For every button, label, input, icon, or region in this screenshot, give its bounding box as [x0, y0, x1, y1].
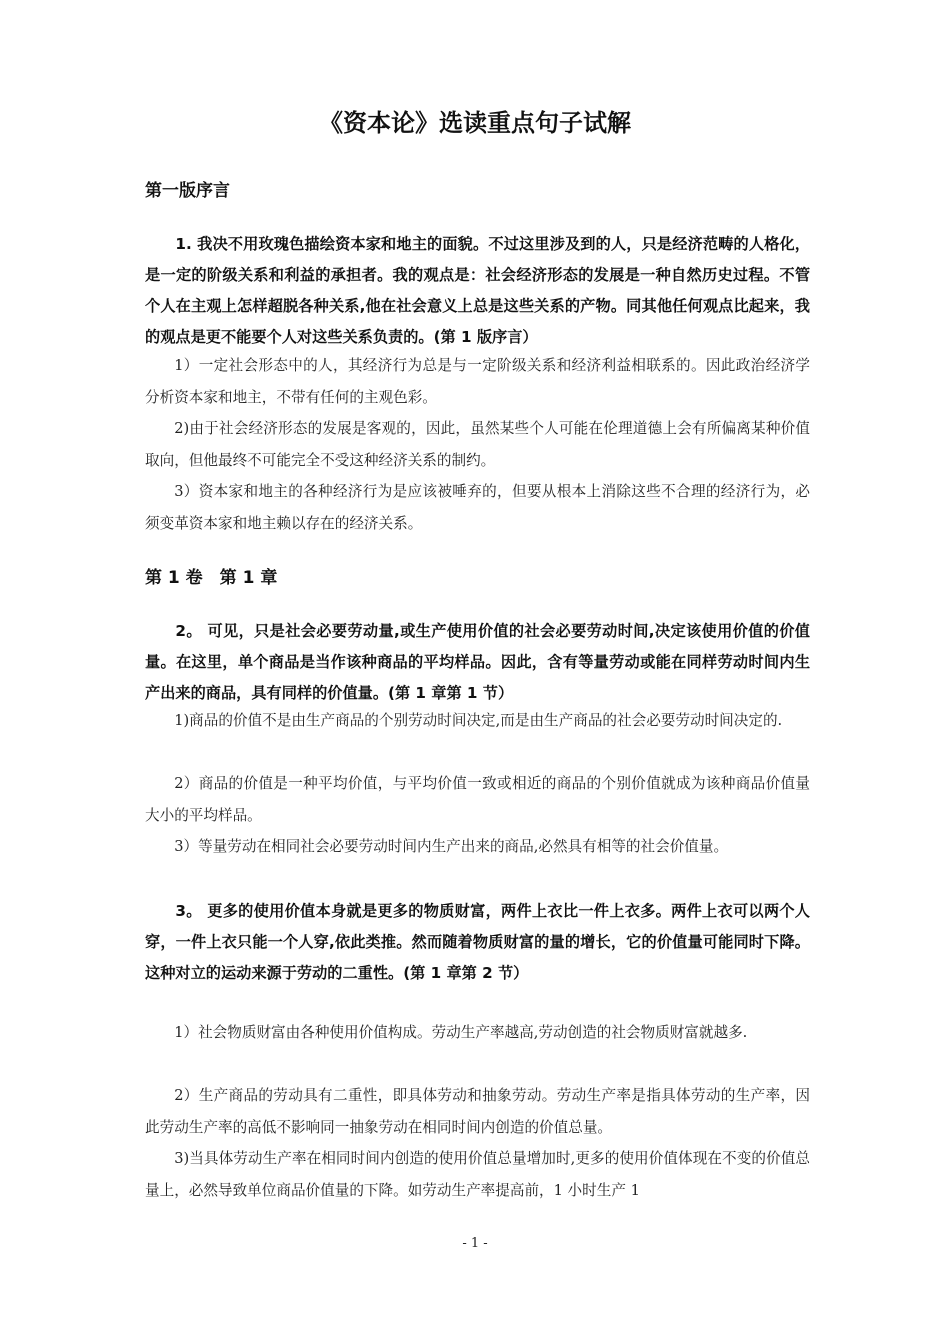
note-3-1: 1）社会物质财富由各种使用价值构成。劳动生产率越高,劳动创造的社会物质财富就越多. — [174, 1024, 748, 1041]
note-2-2: 2）商品的价值是一种平均价值，与平均价值一致或相近的商品的个别价值就成为该种商品价值量大小的平均样品。 — [145, 775, 810, 824]
note-3-3: 3)当具体劳动生产率在相同时间内创造的使用价值总量增加时,更多的使用价值体现在不变的价值总量上，必然导致单位商品价值量的下降。如劳动生产率提高前，1 小时生产 1 — [145, 1150, 810, 1199]
section-heading-volume1-chapter1: 第 1 卷 第 1 章 — [145, 568, 278, 588]
note-3-2: 2）生产商品的劳动具有二重性，即具体劳动和抽象劳动。劳动生产率是指具体劳动的生产率，因此劳动生产率的高低不影响同一抽象劳动在相同时间内创造的价值总量。 — [145, 1087, 810, 1136]
page-number: - 1 - — [462, 1236, 488, 1251]
note-1-3: 3）资本家和地主的各种经济行为是应该被唾弃的，但要从根本上消除这些不合理的经济行为，必须变革资本家和地主赖以存在的经济关系。 — [145, 483, 810, 532]
quote-2: 2。 可见，只是社会必要劳动量,或生产使用价值的社会必要劳动时间,决定该使用价值的价值量。在这里，单个商品是当作该种商品的平均样品。因此，含有等量劳动或能在同样劳动时间内生产出来的商品，具有同样的价值量。(第 1 章第 1 节） — [145, 622, 810, 702]
note-1-1: 1）一定社会形态中的人，其经济行为总是与一定阶级关系和经济利益相联系的。因此政治经济学分析资本家和地主，不带有任何的主观色彩。 — [145, 357, 810, 406]
quote-3: 3。 更多的使用价值本身就是更多的物质财富，两件上衣比一件上衣多。两件上衣可以两个人穿，一件上衣只能一个人穿,依此类推。然而随着物质财富的量的增长，它的价值量可能同时下降。这种对立的运动来源于劳动的二重性。(第 1 章第 2 节） — [145, 902, 810, 982]
note-2-1: 1)商品的价值不是由生产商品的个别劳动时间决定,而是由生产商品的社会必要劳动时间决定的. — [174, 712, 783, 729]
section-heading-preface: 第一版序言 — [145, 181, 230, 201]
note-1-2: 2)由于社会经济形态的发展是客观的，因此，虽然某些个人可能在伦理道德上会有所偏离某种价值取向，但他最终不可能完全不受这种经济关系的制约。 — [145, 420, 810, 469]
note-2-3: 3）等量劳动在相同社会必要劳动时间内生产出来的商品,必然具有相等的社会价值量。 — [174, 838, 729, 855]
document-title: 《资本论》选读重点句子试解 — [319, 109, 631, 137]
quote-1: 1. 我决不用玫瑰色描绘资本家和地主的面貌。不过这里涉及到的人，只是经济范畴的人格化，是一定的阶级关系和利益的承担者。我的观点是：社会经济形态的发展是一种自然历史过程。不管个人在主观上怎样超脱各种关系,他在社会意义上总是这些关系的产物。同其他任何观点比起来，我的观点是更不能要个人对这些关系负责的。(第 1 版序言） — [145, 235, 810, 346]
